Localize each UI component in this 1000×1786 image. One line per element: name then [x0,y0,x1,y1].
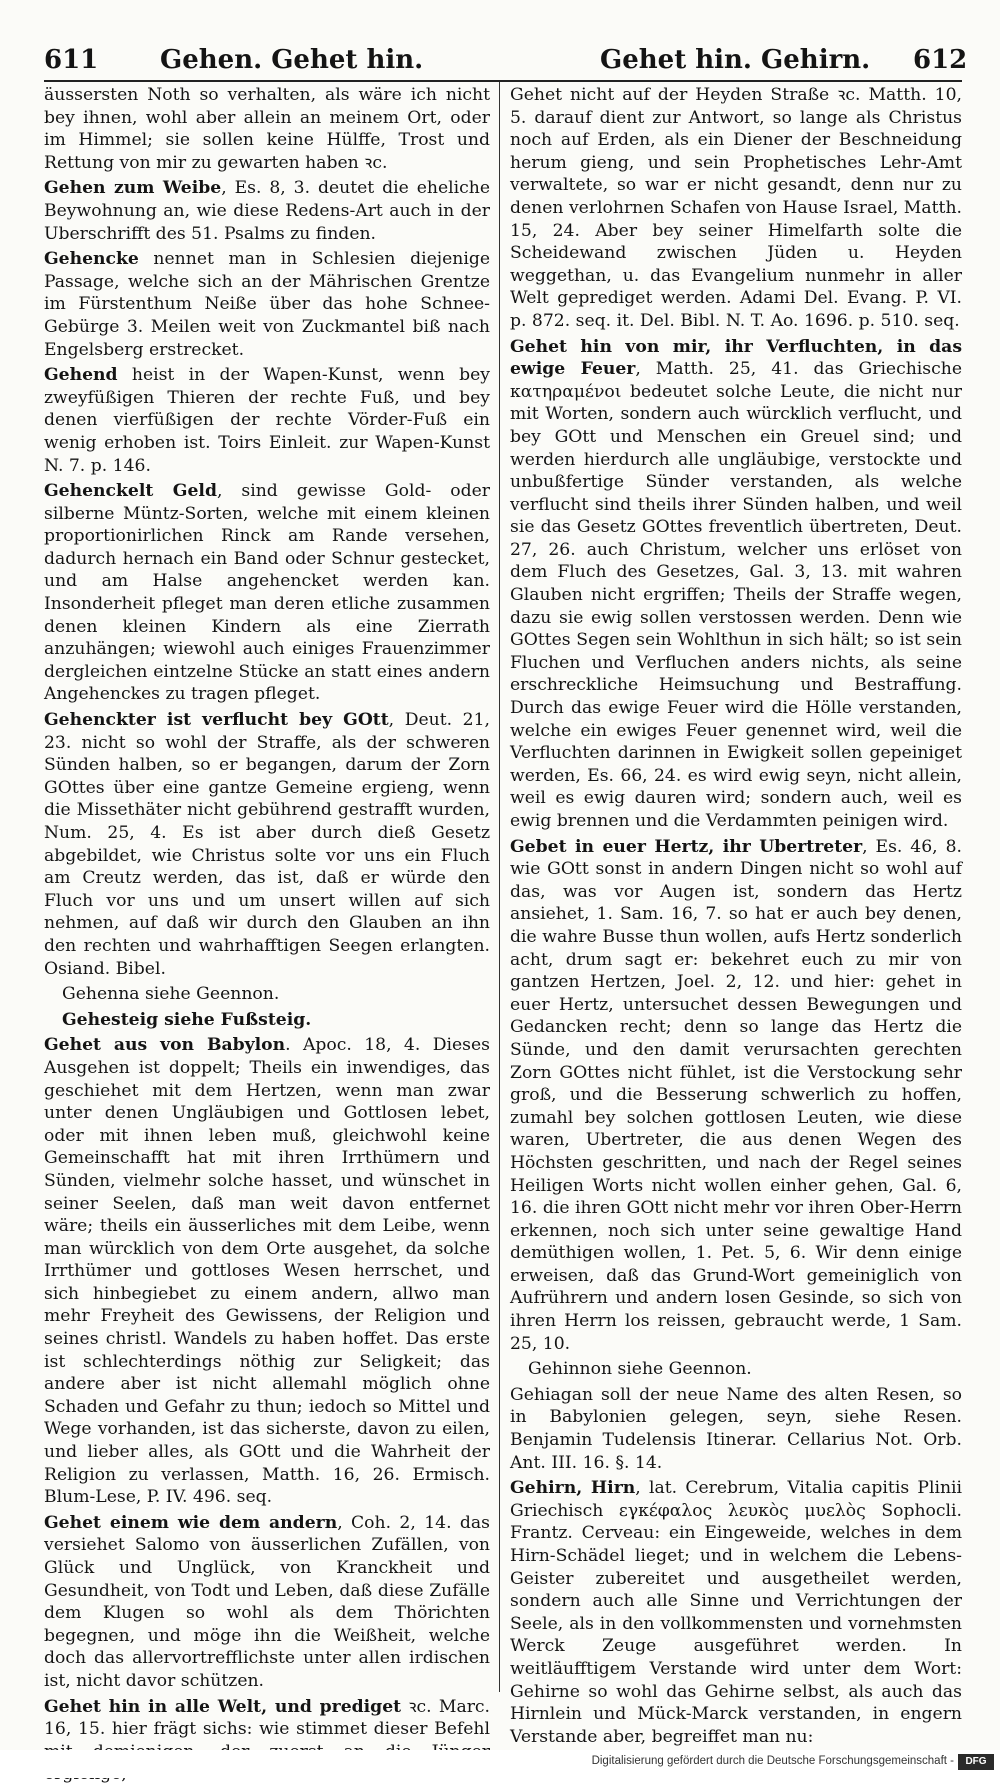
entry-body: nennet man in Schlesien diejenige Passage, welche sich an der Mährischen Grentze im Fürstenthum Neiße über das hohe Schnee-Gebürge 3. Meilen weit von Zuckmantel biß nach Engelsberg erstrecket. [44,249,490,360]
header-rule [44,80,962,82]
dictionary-entry [44,364,490,477]
entry-headword: Gehen zum Weibe [44,178,222,199]
running-title-right: Gehet hin. Gehirn. [600,45,871,75]
entry-body: äussersten Noth so verhalten, als wäre ich nicht bey ihnen, wohl aber allein an meinem Ort, oder im Himmel; sie sollen keine Hülffe, Trost und Rettung von mir zu gewarten haben ꝛc. [44,85,490,173]
dictionary-entry [44,1512,490,1693]
entry-headword: Gehenckter ist verflucht bey GOtt [44,710,389,731]
entry-body: , Es. 8, 3. deutet die eheliche Beywohnung an, wie diese Redens-Art auch in der Uberschrifft des 51. Psalms zu finden. [44,178,490,244]
entry-body: , Matth. 25, 41. das Griechische κατηραμένοι bedeutet solche Leute, die nicht nur mit Worten, sondern auch würcklich verflucht, und bey GOtt und Menschen ein Greuel sind; und werden hierdurch alle ungläubige, verstockte und unbußfertige Sünder verstanden, als welche verflucht sind theils ihrer Sünden halben, und weil sie das Gesetz GOttes freventlich übertreten, Deut. 27, 26. auch Christum, welcher uns erlöset von dem Fluch des Gesetzes, Gal. 3, 13. mit wahren Glauben nicht ergriffen; Theils der Straffe wegen, dazu sie ewig sollen verstossen werden. Denn wie GOttes Segen sein Wohlthun in sich hält; so ist sein Fluchen und Verfluchen anders nichts, als seine erschreckliche Heimsuchung und Bestraffung. Durch das ewige Feuer wird die Hölle verstanden, welche ein ewiges Feuer genennet wird, weil die Verfluchten darinnen in Ewigkeit sollen gepeiniget werden, Es. 66, 24. es wird ewig seyn, nicht allein, weil es ewig dauren wird; sondern auch, weil es ewig brennen und die Verdammten peinigen wird. [510,359,962,831]
dictionary-entry [44,1009,490,1032]
column-divider [499,82,500,1692]
entry-headword: Gehirn, Hirn [510,1478,636,1499]
entry-body: Gehet nicht auf der Heyden Straße ꝛc. Matth. 10, 5. darauf dient zur Antwort, so lange als Christus noch auf Erden, als ein Diener der Beschneidung herum gieng, und sein Prophetisches Lehr-Amt verwaltete, so war er nicht gesandt, denn nur zu denen verlohrnen Schafen von Hause Israel, Matth. 15, 24. Aber bey seiner Himelfarth solte die Scheidewand zwischen Jüden u. Heyden weggethan, u. das Evangelium nunmehr in aller Welt geprediget werden. Adami Del. Evang. P. VI. p. 872. seq. it. Del. Bibl. N. T. Ao. 1696. p. 510. seq. [510,85,962,331]
entry-headword: Gehencke [44,249,139,270]
entry-body: heist in der Wapen-Kunst, wenn bey zweyfüßigen Thieren der rechte Fuß, und bey denen vierfüßigen der rechte Vörder-Fuß ein wenig erhoben ist. Toirs Einleit. zur Wapen-Kunst N. 7. p. 146. [44,365,490,476]
entry-headword: Gehet hin in alle Welt, und prediget [44,1696,402,1717]
entry-body: Gehenna siehe Geennon. [62,984,280,1005]
dictionary-entry [510,1384,962,1474]
dictionary-entry [44,84,490,174]
dictionary-entry [44,177,490,245]
entry-body: , Es. 46, 8. wie GOtt sonst in andern Dingen nicht so wohl auf das, was vor Augen ist, sondern das Hertz ansiehet, 1. Sam. 16, 7. so hat er auch bey denen, die wahre Busse thun wollen, aufs Hertz sonderlich acht, drum sagt er: bekehret euch zu mir von gantzen Hertzen, Joel. 2, 12. und hier: gehet in euer Hertz, untersuchet dessen Bewegungen und Gedancken recht; denn so lange das Hertz die Sünde, und den damit verursachten gerechten Zorn GOttes nicht fühlet, ist die Verstockung sehr groß, und die Besserung schwerlich zu hoffen, zumahl bey solchen gottlosen Leuten, wie diese waren, Ubertreter, die aus denen Wegen des Höchsten geschritten, und nach der Regel seines Heiligen Worts nicht wollen einher gehen, Gal. 6, 16. die ihren GOtt nicht mehr vor ihren Ober-Herrn erkennen, noch sich unter seine gewaltige Hand demüthigen wollen, 1. Pet. 5, 6. Wir denn einige erweisen, daß das Grund-Wort gemeiniglich von Aufrührern und andern losen Gesinde, so sich von ihren Herrn los reissen, gebraucht werde, 1 Sam. 25, 10. [510,836,962,1354]
page-number-left: 611 [44,45,99,75]
entry-headword: Gehet hin von mir, ihr Verfluchten, in das ewige Feuer [510,336,962,380]
entry-headword: Gehet aus von Babylon [44,1035,286,1056]
page-number-right: 612 [913,45,968,75]
entry-headword: Gehesteig siehe Fußsteig. [62,1009,312,1030]
dictionary-entry [44,709,490,980]
entry-body: . Apoc. 18, 4. Dieses Ausgehen ist doppelt; Theils ein inwendiges, das geschiehet mit dem Hertzen, wenn man zwar unter denen Ungläubigen und Gottlosen lebet, oder mit ihnen leben muß, gleichwohl keine Gemeinschafft hat mit ihren Irrthümern und Sünden, vielmehr solche hasset, und wünschet in seiner Seelen, daß man weit davon entfernet wäre; theils ein äusserliches mit dem Leibe, wenn man würcklich von dem Orte ausgehet, da solche Irrthümer und gottloses Wesen herrschet, und sich hinbegiebet zu einem andern, allwo man mehr Freyheit des Gewissens, der Religion und seines christl. Wandels zu haben hoffet. Das erste ist schlechterdings nöthig zur Seligkeit; das andere aber ist nicht allemahl möglich ohne Schaden und Gefahr zu thun; iedoch so Mittel und Wege vorhanden, ist das sicherste, davon zu eilen, und lieber alles, als GOtt und die Wahrheit der Religion zu verlassen, Matth. 16, 26. Ermisch. Blum-Lese, P. IV. 496. seq. [44,1035,490,1508]
entry-body: ꝛc. Marc. 16, 15. hier frägt sichs: wie stimmet dieser Befehl [44,1696,490,1740]
entry-headword: Gebet in euer Hertz, ihr Ubertreter [510,836,863,857]
entry-body: , Deut. 21, 23. nicht so wohl der Straffe, als der schweren Sünden halben, so er begangen, darum der Zorn GOttes über eine gantze Gemeine ergieng, wenn die Missethäter nicht gebührend gestrafft wurden, Num. 25, 4. Es ist aber durch dieß Gesetz abgebildet, wie Christus solte vor uns ein Fluch am Creutz werden, das ist, daß er würde den Fluch vor uns und um unsert willen auf sich nehmen, auf daß wir durch den Glauben an ihn den rechten und wahrhafftigen Seegen erlangten. Osiand. Bibel. [44,710,490,979]
entry-headword: Gehet einem wie dem andern [44,1512,338,1533]
entry-headword: Gehenckelt Geld [44,481,217,502]
dictionary-entry [44,1034,490,1508]
dfg-logo: DFG [958,1754,994,1770]
dictionary-entry [510,836,962,1356]
digitization-credit: Digitalisierung gefördert durch die Deutsche Forschungsgemeinschaft - [591,1755,954,1767]
entry-body: , lat. Cerebrum, Vitalia capitis Plinii Griechisch εγκέφαλος λευκὸς μυελὸς Sophocli. Frantz. Cerveau: ein Eingeweide, welches in dem Hirn-Schädel lieget; und in welchem die Lebens-Geister zubereitet und ausgetheilet werden, sondern auch alle Sinne und Verrichtungen der Seele, als in den vollkommensten und vornehmsten Werck Zeuge ausgeführet werden. In weitläufftigem Verstande wird unter dem Wort: Gehirne so wohl das Gehirne selbst, als auch das Hirnlein und Mück-Marck verstanden, in engern Verstande aber, begreiffet man nu: [510,1478,963,1747]
left-text-column [44,84,490,1740]
dictionary-entry [510,1358,962,1381]
entry-body: Gehinnon siehe Geennon. [528,1359,752,1380]
entry-body: , sind gewisse Gold- oder silberne Müntz-Sorten, welche mit einem kleinen proportionirlichen Rinck am Rande versehen, dadurch hernach ein Band oder Schnur gestecket, und am Halse angehencket werden kan. Insonderheit pfleget man deren etliche zusammen denen kleinen Kindern als eine Zierrath anzuhängen; wiewohl auch einiges Frauenzimmer dergleichen eintzelne Stücke an statt eines andern Angehenckes zu tragen pfleget. [44,481,490,705]
footer-bar [0,1750,1000,1778]
dictionary-entry [44,983,490,1006]
entry-headword: Gehend [44,365,118,386]
dictionary-entry [44,248,490,361]
dictionary-entry [510,84,962,333]
entry-body: Gehiagan soll der neue Name des alten Resen, so in Babylonien gelegen, seyn, siehe Resen. Benjamin Tudelensis Itinerar. Cellarius Not. Orb. Ant. III. 16. §. 14. [510,1384,962,1473]
running-title-left: Gehen. Gehet hin. [160,45,424,75]
dictionary-entry [510,1477,962,1748]
right-text-column [510,84,963,1747]
entry-body: , Coh. 2, 14. das versiehet Salomo von äusserlichen Zufällen, von Glück und Unglück, von Kranckheit und Gesundheit, von Todt und Leben, daß diese Zufälle dem Klugen so wohl als dem Thörichten begegnen, und möge ihn die Weißheit, welche doch das allervortrefflichste unter allen irdischen ist, nicht davor schützen. [44,1512,490,1691]
dictionary-entry [44,480,490,706]
dictionary-entry [510,336,962,833]
